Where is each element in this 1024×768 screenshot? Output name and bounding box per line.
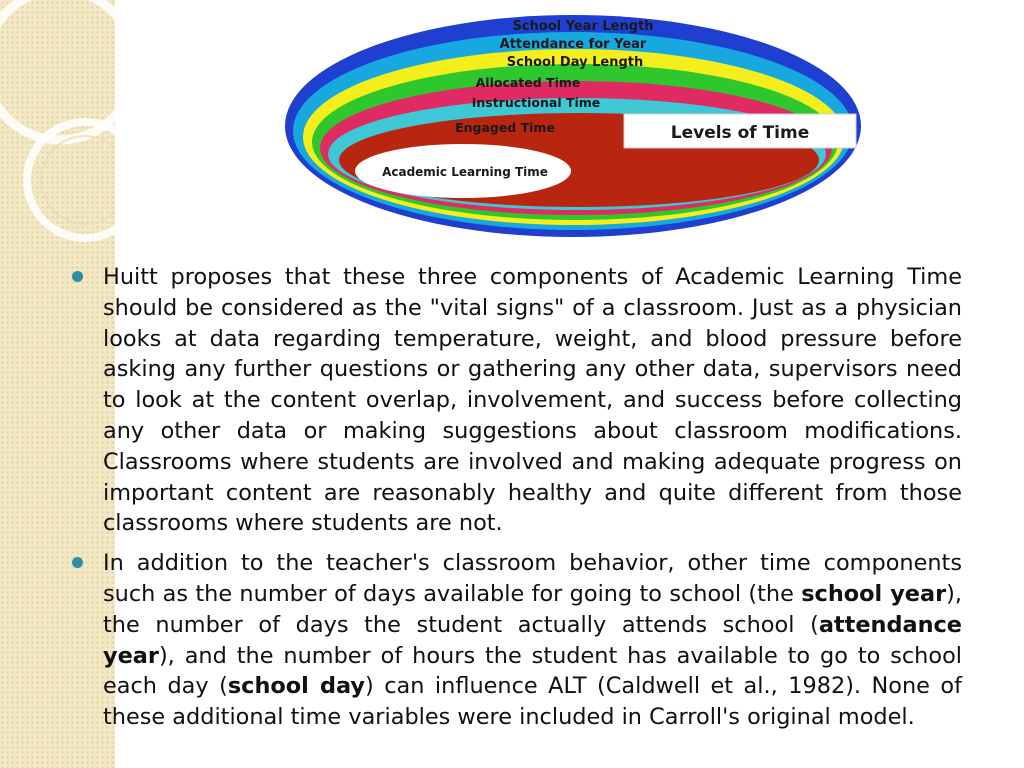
bold-term-school-year: school year [801, 580, 947, 607]
bullet-list [72, 262, 962, 742]
bullet-text-segment: ), the number of days the student actually attends school ( [103, 580, 962, 638]
bullet-dot-icon [72, 271, 83, 282]
bullet-dot-icon [72, 557, 83, 568]
ring-label-instructional-time: Instructional Time [471, 95, 601, 110]
bullet-text-segment: Huitt proposes that these three components of Academic Learning Time should be considered as the "vital signs" of a classroom. Just as a physician looks at data regarding temperature, weight, and blood pressure before asking any further questions or gathering any other data, supervisors need to look at the content overlap, involvement, and success before collecting any other data or making suggestions about classroom modifications. Classrooms where students are involved and making adequate progress on important content are reasonably healthy and quite different from those classrooms where students are not. [103, 264, 962, 537]
bullet-text-segment: ) can influence ALT (Caldwell et al., 1982). None of these additional time variables were included in Carroll's original model. [103, 673, 962, 731]
bullet-item-time-components [72, 548, 962, 733]
levels-of-time-title: Levels of Time [670, 123, 810, 143]
bold-term-attendance-year: attendance year [103, 611, 962, 669]
ring-label-allocated-time: Allocated Time [475, 75, 581, 90]
ring-label-academic-learning-time: Academic Learning Time [382, 165, 548, 179]
nested-ellipses [283, 14, 863, 239]
levels-of-time-diagram [283, 14, 863, 239]
ring-label-school-year-length: School Year Length [512, 19, 654, 34]
bullet-text-segment: In addition to the teacher's classroom behavior, other time components such as the number of days available for going to school (the [103, 550, 962, 607]
bullet-text-segment: ), and the number of hours the student has available to go to school each day ( [103, 642, 962, 700]
ring-label-attendance-for-year: Attendance for Year [499, 37, 647, 52]
ring-label-school-day-length: School Day Length [506, 55, 644, 70]
ring-label-engaged-time: Engaged Time [455, 120, 555, 135]
bold-term-school-day: school day [227, 673, 366, 700]
bullet-item-vital-signs [72, 262, 962, 539]
